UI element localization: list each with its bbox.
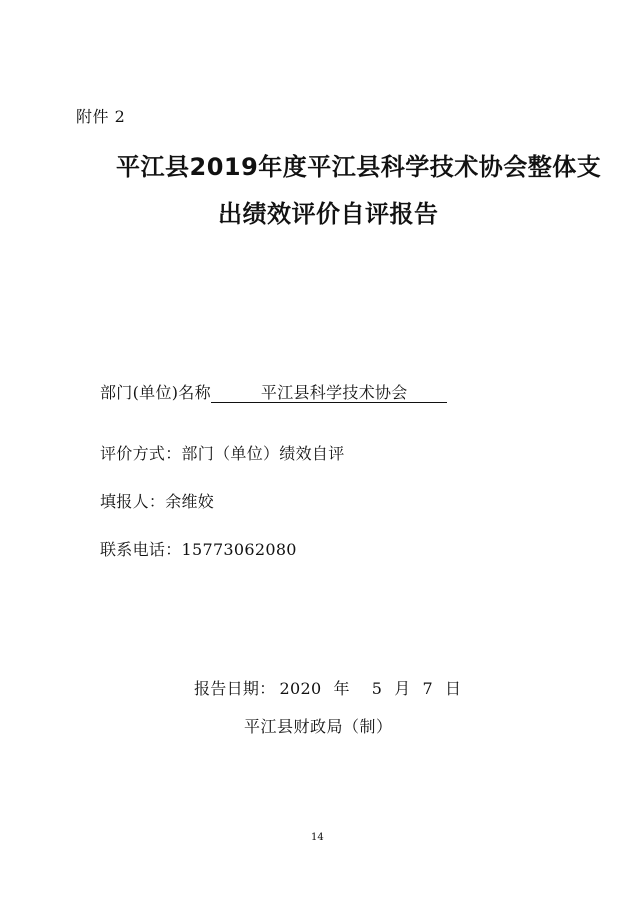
department-field: [100, 380, 447, 403]
report-date-year-unit: 年: [333, 679, 350, 698]
report-title-line-2: 出绩效评价自评报告: [218, 200, 439, 228]
report-date-year: 2020: [279, 679, 322, 698]
contact-phone: 联系电话：15773062080: [100, 540, 297, 559]
report-date-day: 7: [422, 679, 434, 698]
report-date-label: 报告日期：: [194, 679, 276, 698]
attachment-label: 附件 2: [76, 107, 126, 126]
department-value: 平江县科学技术协会: [211, 384, 447, 403]
report-date-month-unit: 月: [394, 679, 411, 698]
report-date: [194, 676, 461, 699]
report-title-line-1: 平江县2019年度平江县科学技术协会整体支: [116, 153, 602, 181]
report-date-month: 5: [371, 679, 383, 698]
filler-name: 填报人：余维姣: [100, 492, 215, 511]
evaluation-method: 评价方式：部门（单位）绩效自评: [100, 444, 345, 463]
page-number: 14: [311, 832, 324, 843]
report-date-day-unit: 日: [445, 679, 462, 698]
issuer: 平江县财政局（制）: [244, 717, 393, 736]
department-label: 部门(单位)名称: [100, 383, 211, 402]
